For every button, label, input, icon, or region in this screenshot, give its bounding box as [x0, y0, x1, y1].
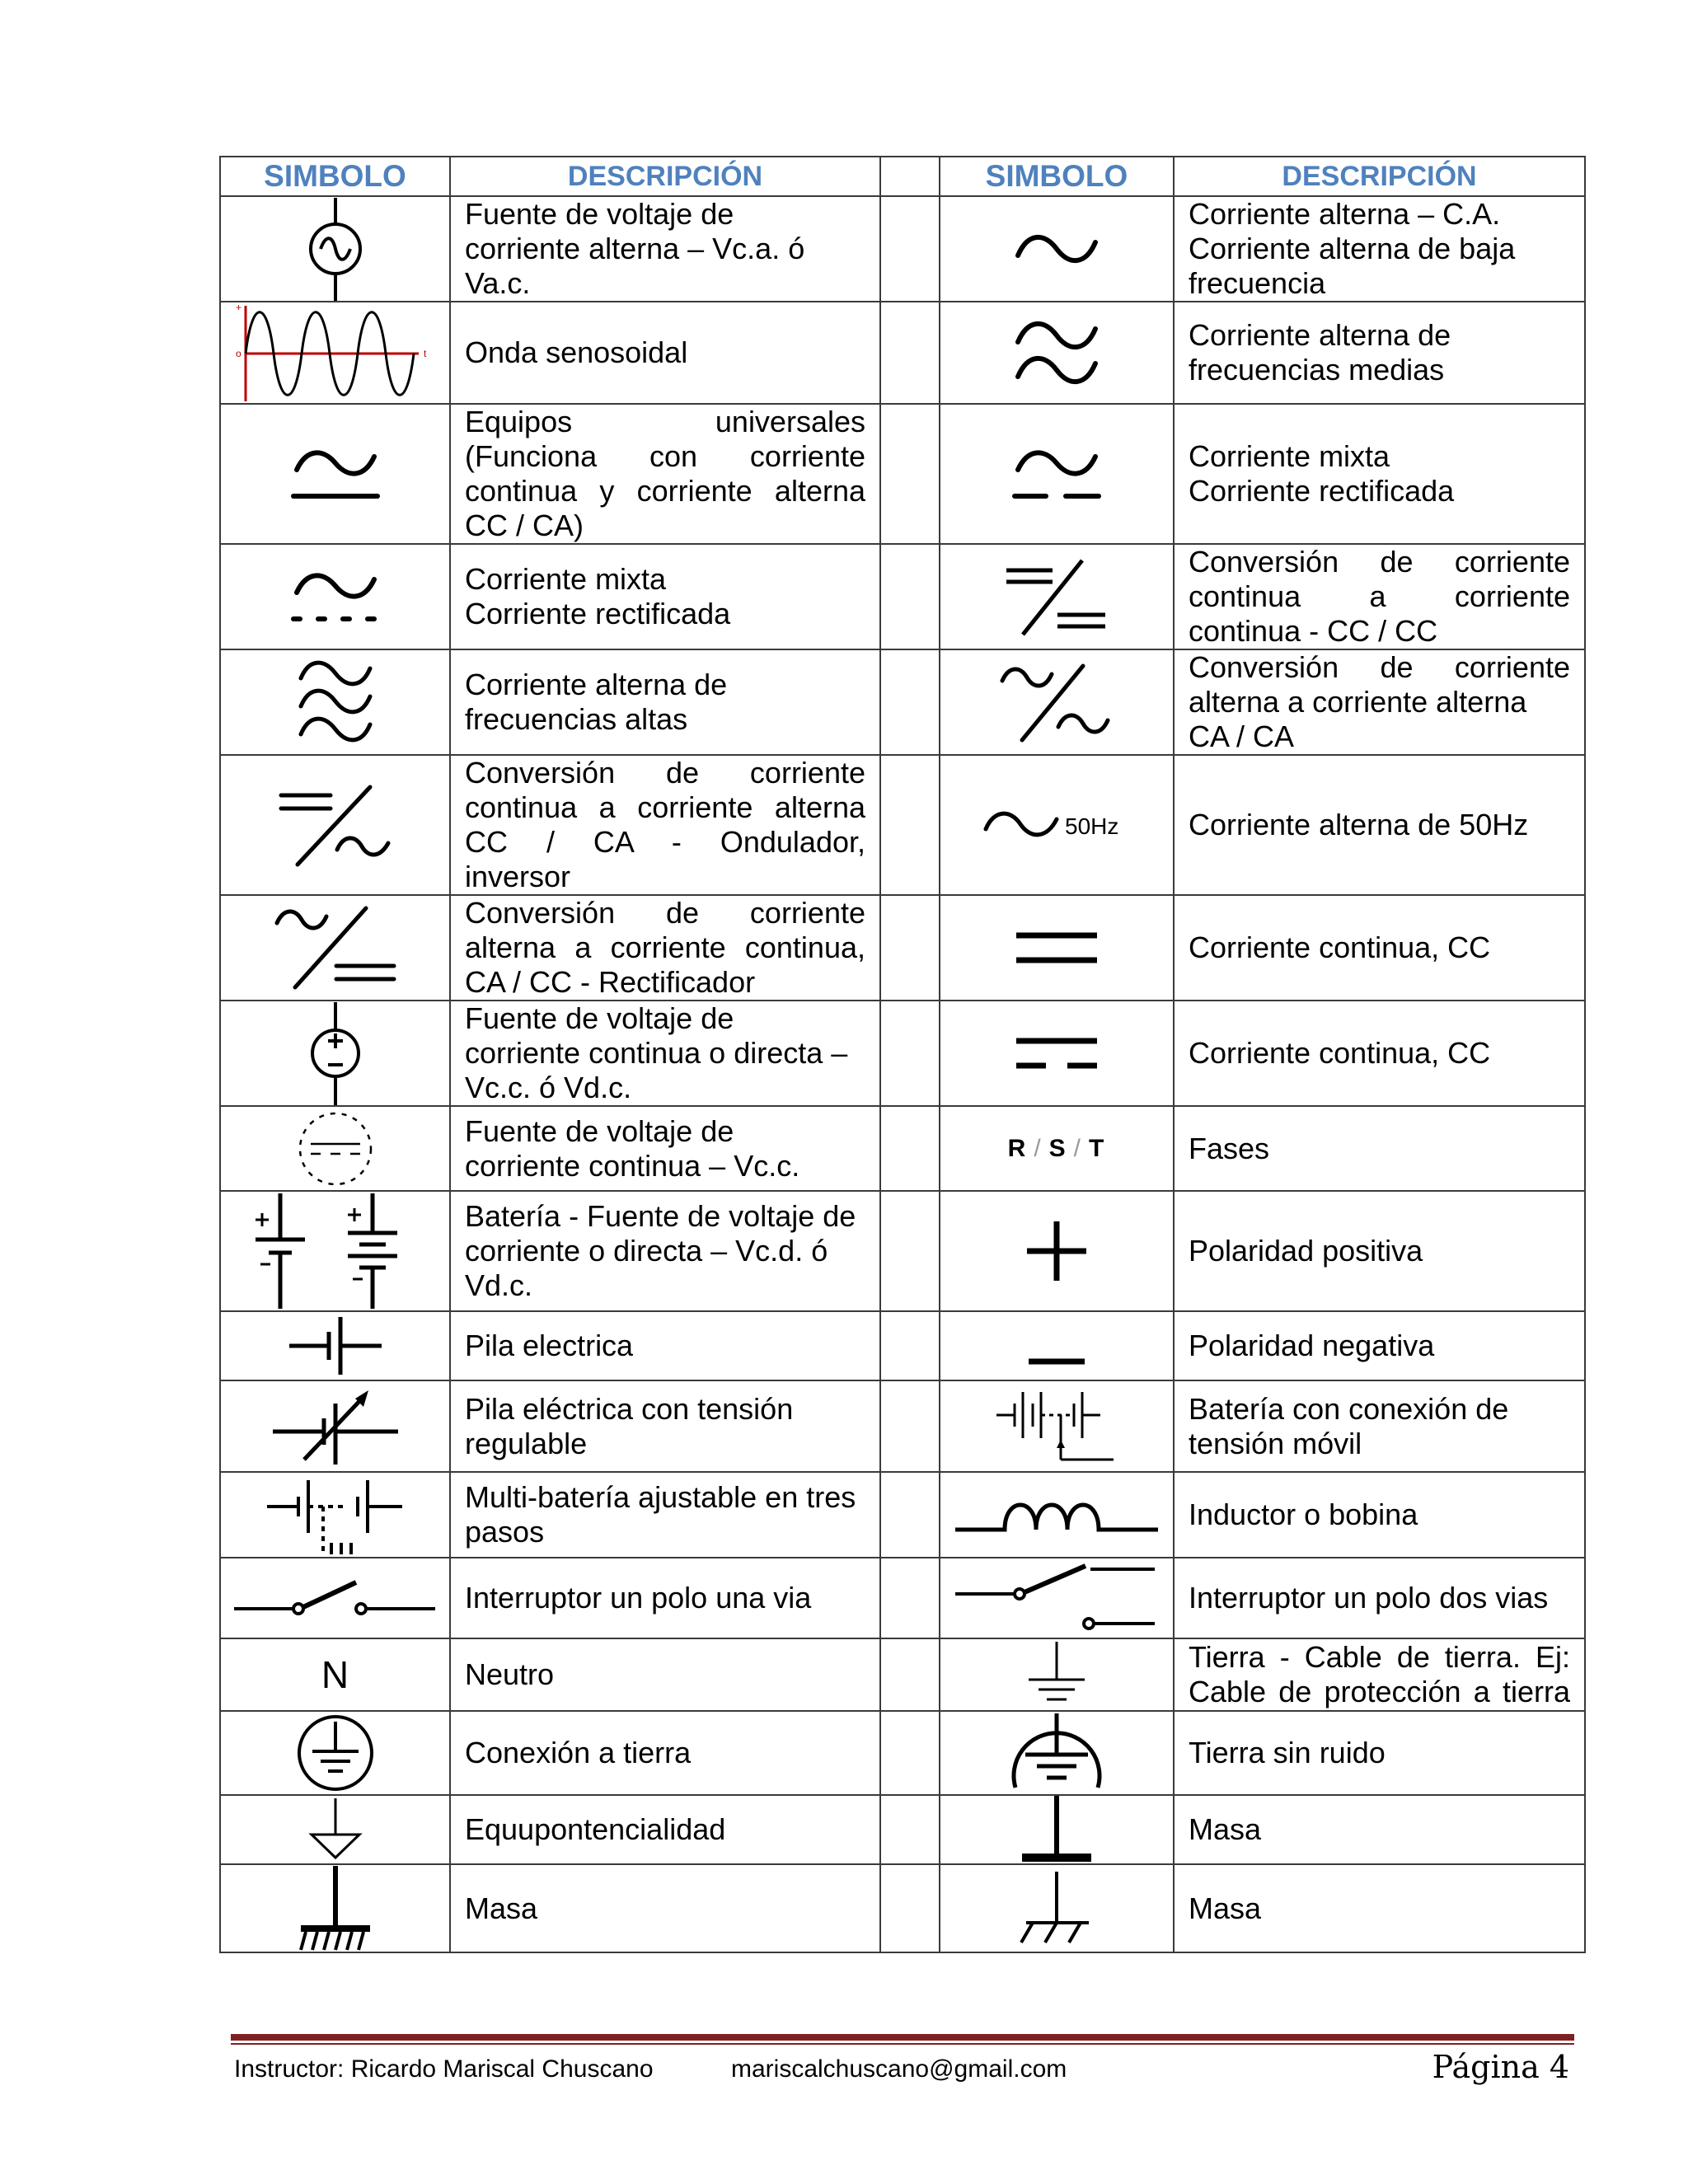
multi-battery-icon	[265, 1474, 406, 1556]
ac-ac-converter-icon	[999, 661, 1114, 743]
symbol-cell	[940, 1795, 1174, 1864]
table-row	[220, 649, 1585, 755]
header-row	[220, 157, 1585, 196]
description-cell: Masa	[1174, 1864, 1585, 1952]
battery-movable-tap-icon	[995, 1385, 1118, 1468]
symbol-cell	[940, 1106, 1174, 1191]
spacer-cell	[880, 1864, 940, 1952]
table-row	[220, 404, 1585, 544]
symbols-table	[219, 156, 1586, 1953]
symbol-cell	[940, 649, 1174, 755]
sine-wave-graph-icon	[224, 302, 447, 403]
symbol-cell	[940, 544, 1174, 649]
dc-ac-inverter-icon	[278, 784, 393, 866]
spacer-cell	[880, 302, 940, 404]
symbol-cell	[940, 1380, 1174, 1472]
spacer-cell	[880, 196, 940, 302]
ac-voltage-source-icon	[302, 198, 368, 301]
earth-ground-icon	[1024, 1642, 1090, 1708]
table-row	[220, 1311, 1585, 1380]
spacer-cell	[880, 755, 940, 895]
dc-voltage-source-icon	[302, 1002, 368, 1105]
description-cell: Corriente continua, CC	[1174, 1001, 1585, 1106]
spacer-cell	[880, 544, 940, 649]
table-row	[220, 1001, 1585, 1106]
description-cell: Fuente de voltaje de corriente continua o directa – Vc.c. ó Vd.c.	[450, 1001, 880, 1106]
battery-icon	[249, 1193, 422, 1309]
description-cell: Fuente de voltaje de corriente alterna – Vc.a. ó Va.c.	[450, 196, 880, 302]
table-row	[220, 1711, 1585, 1795]
table-row	[220, 1380, 1585, 1472]
spacer-cell	[880, 1380, 940, 1472]
spacer-cell	[880, 404, 940, 544]
symbol-cell	[220, 1380, 450, 1472]
ac-tilde-icon	[1011, 224, 1102, 274]
description-cell: Polaridad negativa	[1174, 1311, 1585, 1380]
phases-rst-icon: R / S / T	[1007, 1134, 1106, 1162]
description-cell: Interruptor un polo dos vias	[1174, 1558, 1585, 1638]
svg-text:t: t	[423, 348, 426, 359]
symbol-cell	[940, 895, 1174, 1001]
hz-label: 50Hz	[1065, 813, 1119, 839]
description-cell: Pila eléctrica con tensión regulable	[450, 1380, 880, 1472]
header-symbol-left: SIMBOLO	[220, 157, 450, 196]
symbol-cell	[220, 1558, 450, 1638]
symbol-cell	[220, 1864, 450, 1952]
table-row	[220, 1558, 1585, 1638]
description-cell: Pila electrica	[450, 1311, 880, 1380]
symbol-cell	[940, 1001, 1174, 1106]
triple-tilde-icon	[294, 657, 377, 748]
description-cell: Conexión a tierra	[450, 1711, 880, 1795]
symbol-cell	[940, 1711, 1174, 1795]
spacer-cell	[880, 1711, 940, 1795]
description-cell: Inductor o bobina	[1174, 1472, 1585, 1558]
description-cell: Batería - Fuente de voltaje de corriente o directa – Vc.d. ó Vd.c.	[450, 1191, 880, 1311]
dc-source-dashed-circle-icon	[294, 1109, 377, 1188]
symbol-cell	[220, 755, 450, 895]
description-cell: Tierra sin ruido	[1174, 1711, 1585, 1795]
dc-line-dashed-icon	[1011, 1033, 1102, 1074]
symbol-cell	[940, 1191, 1174, 1311]
spdt-switch-icon	[954, 1563, 1160, 1633]
symbol-cell	[220, 544, 450, 649]
tilde-over-dashed-line-icon	[1011, 445, 1102, 503]
symbol-cell	[220, 1001, 450, 1106]
description-cell: Corriente mixta Corriente rectificada	[450, 544, 880, 649]
symbol-cell	[940, 196, 1174, 302]
table-row	[220, 544, 1585, 649]
symbol-cell	[940, 1311, 1174, 1380]
adjustable-cell-icon	[270, 1385, 401, 1468]
footer-divider-thin	[231, 2043, 1574, 2045]
description-cell: Fases	[1174, 1106, 1585, 1191]
footer-email: mariscalchuscano@gmail.com	[731, 2055, 1067, 2083]
svg-text:+: +	[235, 302, 241, 313]
ac-50hz-icon	[982, 804, 1131, 846]
spacer-cell	[880, 1001, 940, 1106]
spacer-cell	[880, 1472, 940, 1558]
description-cell: Polaridad positiva	[1174, 1191, 1585, 1311]
cell-icon	[286, 1317, 385, 1375]
description-cell: Corriente continua, CC	[1174, 895, 1585, 1001]
description-cell: Equupontencialidad	[450, 1795, 880, 1864]
dc-double-line-icon	[1011, 927, 1102, 968]
tilde-over-line-icon	[290, 445, 381, 503]
symbol-cell	[940, 302, 1174, 404]
symbol-cell	[220, 895, 450, 1001]
description-cell: Multi-batería ajustable en tres pasos	[450, 1472, 880, 1558]
symbol-cell	[220, 1191, 450, 1311]
spacer-cell	[880, 1638, 940, 1711]
symbol-cell	[940, 1864, 1174, 1952]
dc-dc-converter-icon	[1003, 555, 1110, 638]
description-cell: Conversión de corriente continua a corriente continua - CC / CC	[1174, 544, 1585, 649]
symbol-cell	[220, 302, 450, 404]
chassis-bar-icon	[1015, 1796, 1098, 1863]
minus-icon	[1024, 1317, 1090, 1375]
description-cell: Conversión de corriente continua a corriente alterna CC / CA - Ondulador, inversor	[450, 755, 880, 895]
spst-switch-icon	[232, 1569, 438, 1627]
symbol-cell	[220, 1795, 450, 1864]
symbol-cell	[940, 1472, 1174, 1558]
description-cell: Onda senosoidal	[450, 302, 880, 404]
header-description-left: DESCRIPCIÓN	[450, 157, 880, 196]
spacer-cell	[880, 649, 940, 755]
header-symbol-right: SIMBOLO	[940, 157, 1174, 196]
symbol-cell	[220, 649, 450, 755]
table-row	[220, 302, 1585, 404]
spacer-cell	[880, 1795, 940, 1864]
spacer-cell	[880, 1191, 940, 1311]
description-cell: Corriente alterna de frecuencias altas	[450, 649, 880, 755]
symbol-cell	[220, 1711, 450, 1795]
double-tilde-icon	[1011, 316, 1102, 390]
symbol-cell	[220, 1311, 450, 1380]
description-cell: Fuente de voltaje de corriente continua – Vc.c.	[450, 1106, 880, 1191]
symbol-cell	[220, 196, 450, 302]
table-row	[220, 755, 1585, 895]
spacer-cell	[880, 1311, 940, 1380]
spacer-cell	[880, 895, 940, 1001]
table-row	[220, 1864, 1585, 1952]
spacer-cell	[880, 1558, 940, 1638]
chassis-hatched-icon	[294, 1866, 377, 1952]
table-row	[220, 1472, 1585, 1558]
description-cell: Conversión de corriente alterna a corriente continua, CA / CC - Rectificador	[450, 895, 880, 1001]
noiseless-earth-icon	[1007, 1712, 1106, 1794]
description-cell: Corriente mixta Corriente rectificada	[1174, 404, 1585, 544]
description-cell: Masa	[450, 1864, 880, 1952]
description-cell: Equipos universales (Funciona con corriente continua y corriente alterna CC / CA)	[450, 404, 880, 544]
description-cell: Corriente alterna de frecuencias medias	[1174, 302, 1585, 404]
table-row	[220, 1191, 1585, 1311]
tilde-over-dotted-line-icon	[290, 568, 381, 626]
ac-dc-rectifier-icon	[274, 905, 397, 991]
symbol-cell	[940, 404, 1174, 544]
symbol-cell	[940, 755, 1174, 895]
inductor-icon	[954, 1490, 1160, 1540]
description-cell: Tierra - Cable de tierra. Ej: Cable de protección a tierra	[1174, 1638, 1585, 1711]
svg-text:o: o	[235, 348, 241, 359]
table-row	[220, 1795, 1585, 1864]
header-description-right: DESCRIPCIÓN	[1174, 157, 1585, 196]
footer-divider	[231, 2034, 1574, 2041]
symbol-cell	[940, 1638, 1174, 1711]
description-cell: Batería con conexión de tensión móvil	[1174, 1380, 1585, 1472]
table-row	[220, 1106, 1585, 1191]
table-row	[220, 1638, 1585, 1711]
protective-earth-icon	[294, 1713, 377, 1793]
table-row	[220, 196, 1585, 302]
symbol-cell	[220, 404, 450, 544]
description-cell: Conversión de corriente alterna a corriente alterna CA / CA	[1174, 649, 1585, 755]
page-number: Página 4	[1432, 2049, 1569, 2085]
chassis-ground-icon	[1011, 1872, 1102, 1946]
symbol-cell	[220, 1638, 450, 1711]
description-cell: Neutro	[450, 1638, 880, 1711]
description-cell: Masa	[1174, 1795, 1585, 1864]
neutral-n-icon: N	[321, 1653, 349, 1696]
symbol-cell	[220, 1106, 450, 1191]
description-cell: Interruptor un polo una via	[450, 1558, 880, 1638]
plus-icon	[1024, 1218, 1090, 1284]
table-row	[220, 895, 1585, 1001]
symbol-cell	[220, 1472, 450, 1558]
description-cell: Corriente alterna – C.A. Corriente alterna de baja frecuencia	[1174, 196, 1585, 302]
spacer-cell	[880, 1106, 940, 1191]
symbol-cell	[940, 1558, 1174, 1638]
equipotential-icon	[307, 1798, 364, 1861]
footer-instructor: Instructor: Ricardo Mariscal Chuscano	[234, 2055, 654, 2083]
description-cell: Corriente alterna de 50Hz	[1174, 755, 1585, 895]
spacer-cell	[880, 157, 940, 196]
